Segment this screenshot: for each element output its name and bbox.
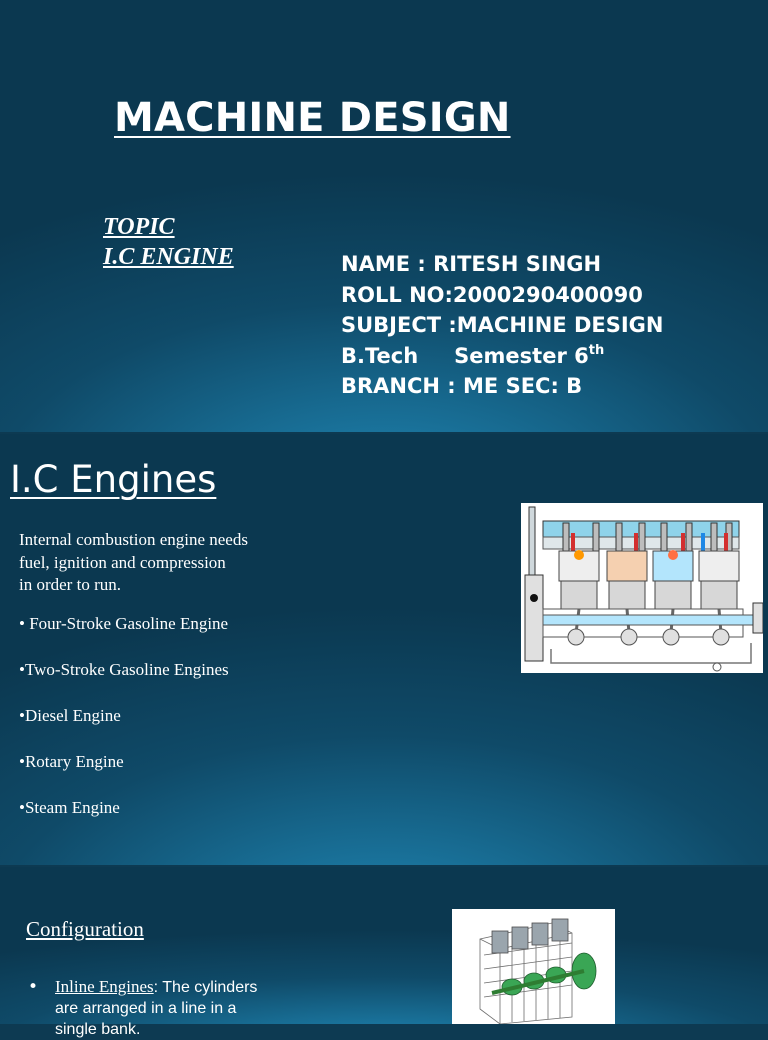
title-slide — [0, 0, 768, 432]
intro-paragraph — [19, 529, 248, 597]
topic-label: TOPIC — [103, 214, 175, 240]
engine-cutaway-diagram — [521, 503, 763, 673]
engine-type-item: •Two-Stroke Gasoline Engines — [19, 660, 229, 679]
item-description: : The cylinders are arranged in a line in a single bank. — [55, 979, 258, 1038]
engine-type-item: •Rotary Engine — [19, 752, 124, 771]
intro-line: in order to run. — [19, 575, 121, 594]
subject-line: SUBJECT :MACHINE DESIGN — [341, 313, 664, 337]
author-info — [341, 249, 664, 402]
topic-block — [103, 212, 234, 272]
configuration-title: Configuration — [26, 917, 144, 941]
degree: B.Tech — [341, 343, 419, 368]
intro-line: Internal combustion engine needs — [19, 530, 248, 549]
engine-type-item: •Steam Engine — [19, 798, 120, 817]
inline-engines-item — [55, 976, 270, 1040]
ic-engines-title: I.C Engines — [10, 458, 217, 501]
bullet-dot: • — [28, 977, 39, 997]
engine-type-item: • Four-Stroke Gasoline Engine — [19, 614, 229, 633]
semester-suffix: th — [588, 342, 605, 358]
topic-value: I.C ENGINE — [103, 244, 234, 270]
intro-line: fuel, ignition and compression — [19, 552, 226, 572]
semester: Semester 6 — [454, 343, 589, 368]
inline-engine-3d-diagram — [452, 909, 615, 1024]
roll-line: ROLL NO:2000290400090 — [341, 282, 643, 307]
branch-line: BRANCH : ME SEC: B — [341, 374, 583, 398]
engine-type-item: •Diesel Engine — [19, 706, 121, 725]
degree-semester-line — [341, 341, 664, 372]
slide-title: MACHINE DESIGN — [114, 95, 511, 141]
name-line: NAME : RITESH SINGH — [341, 252, 602, 276]
item-term: Inline Engines — [55, 977, 154, 996]
